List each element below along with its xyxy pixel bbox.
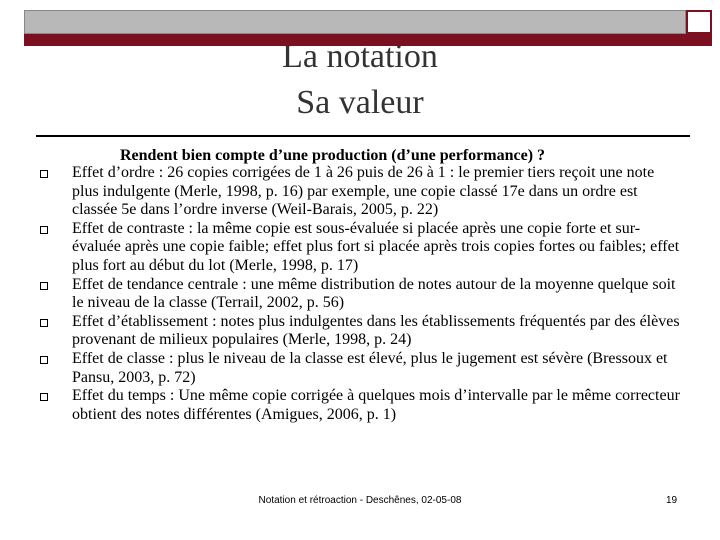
decoration-square xyxy=(686,10,712,34)
page-number: 19 xyxy=(666,495,678,506)
bullet-list xyxy=(40,164,680,424)
slide-title-line2: Sa valeur xyxy=(296,84,424,121)
bullet-item xyxy=(40,350,680,387)
slide-footer: Notation et rétroaction - Deschênes, 02-05-08 xyxy=(258,495,462,506)
intro-question: Rendent bien compte d’une production (d’une performance) ? xyxy=(120,147,546,164)
square-bullet-icon xyxy=(40,319,48,327)
square-bullet-icon xyxy=(40,226,48,234)
decoration-gray-band xyxy=(24,10,686,34)
bullet-text: Effet du temps : Une même copie corrigée à quelques mois d’intervalle par le même correcteur obtient des notes différentes (Amigues, 2006, p. 1) xyxy=(72,387,680,423)
title-divider xyxy=(36,135,690,137)
bullet-item xyxy=(40,276,680,313)
bullet-item xyxy=(40,164,680,220)
bullet-text: Effet d’ordre : 26 copies corrigées de 1 à 26 puis de 26 à 1 : le premier tiers reçoit une note plus indulgente (Merle, 1998, p. 16) par exemple, une copie classé 17e dans un ordre est classée 5e dans l’ordre inverse (Weil-Barais, 2005, p. 22) xyxy=(72,164,655,219)
bullet-item xyxy=(40,387,680,424)
bullet-text: Effet de contraste : la même copie est sous-évaluée si placée après une copie forte et sur-évaluée après une copie faible; effet plus fort si placée après trois copies fortes ou faibles; effet plus fort au début du lot (Merle, 1998, p. 17) xyxy=(72,219,680,274)
bullet-text: Effet de tendance centrale : une même distribution de notes autour de la moyenne quelque soit le niveau de la classe (Terrail, 2002, p. 56) xyxy=(72,275,676,312)
square-bullet-icon xyxy=(40,282,48,290)
square-bullet-icon xyxy=(40,356,48,364)
bullet-item xyxy=(40,313,680,350)
square-bullet-icon xyxy=(40,170,48,178)
title-decoration-bar xyxy=(24,10,712,34)
bullet-item xyxy=(40,220,680,276)
bullet-text: Effet d’établissement : notes plus indulgentes dans les établissements fréquentés par des élèves provenant de milieux populaires (Merle, 1998, p. 24) xyxy=(72,312,680,349)
slide-title-line1: La notation xyxy=(282,38,438,75)
square-bullet-icon xyxy=(40,393,48,401)
bullet-text: Effet de classe : plus le niveau de la classe est élevé, plus le jugement est sévère (Bressoux et Pansu, 2003, p. 72) xyxy=(72,349,668,386)
